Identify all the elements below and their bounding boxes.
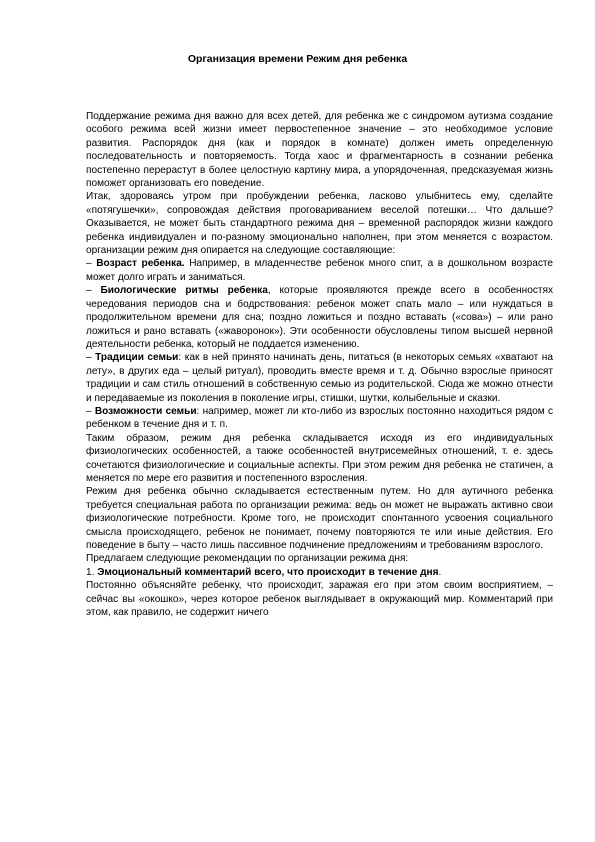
document-body (86, 110, 553, 619)
paragraph-traditions (86, 351, 553, 405)
paragraph-recommendations-intro: Предлагаем следующие рекомендации по организации режима дня: (86, 553, 409, 565)
term-possibilities: Возможности семьи (94, 405, 197, 417)
paragraph-possibilities (86, 405, 553, 432)
paragraph-biorhythms (86, 284, 553, 351)
paragraph-commentary: Постоянно объясняйте ребенку, что происходит, заражая его при этом своим восприятием, – сейчас вы «окошко», через которое ребенок выглядывает в окружающий мир. Комментарий при этом, как правило, не содержит ничего (86, 580, 553, 619)
paragraph-autism-regime: Режим дня ребенка обычно складывается естественным путем. Но для аутичного ребенка требуется специальная работа по организации режима: ведь он может не выражать активно свои физиологические потребности. Кроме того, не происходит спонтанного усвоения социального смысла происходящего, ребенок не понимает, почему повторяются те или иные действия. Его поведение в быту – часто лишь пассивное подчинение предложениям и требованиям взрослого. (86, 486, 553, 551)
list-dash: – (86, 405, 95, 417)
paragraph-possibilities-text: : например, может ли кто-либо из взрослых постоянно находиться рядом с ребенком в течение дня и т. п. (86, 405, 553, 431)
term-traditions: Традиции семьи (95, 352, 179, 364)
paragraph-biorhythms-text: , которые проявляются прежде всего в особенностях чередования периодов сна и бодрствования: ребенок может спать мало – или нуждаться в продолжительном времени для сна; поздно ложиться и поздно вставать («сова») – или рано ложиться и рано вставать («жаворонок»). Эти особенности обусловлены типом высшей нервной деятельности ребенка, который не поддается изменению. (86, 285, 553, 350)
paragraph-age-text: Например, в младенчестве ребенок много спит, а в дошкольном возрасте может долго играть и заниматься. (86, 258, 553, 283)
document-title: Организация времени Режим дня ребенка (187, 53, 408, 65)
recommendation-1-punct: . (438, 566, 442, 578)
term-age: Возраст ребенка. (96, 258, 185, 270)
recommendation-number: 1. (86, 566, 98, 578)
paragraph-morning: Итак, здороваясь утром при пробуждении ребенка, ласково улыбнитесь ему, сделайте «потягушечки», сопровождая действия проговариванием веселой потешки… Что дальше? Оказывается, не может быть стандартного режима дня – временной распорядок жизни каждого ребенка индивидуален и по-разному эмоционально наполнен, при этом меняется с возрастом. организации режим дня опирается на следующие составляющие: (86, 191, 553, 257)
recommendation-1-title: Эмоциональный комментарий всего, что происходит в течение дня (97, 566, 439, 578)
list-dash: – (86, 285, 101, 297)
paragraph-intro: Поддержание режима дня важно для всех детей, для ребенка же с синдромом аутизма создание особого режима всей жизни имеет первостепенное значение – это необходимое условие развития. Распорядок дня (как и порядок в комнате) должен иметь определенную последовательность и повторяемость. Тогда хаос и фрагментарность в сознании ребенка постепенно перерастут в более целостную картину мира, а упорядоченная, предсказуемая жизнь поможет организовать его поведение. (86, 111, 553, 190)
paragraph-summary: Таким образом, режим дня ребенка складывается исходя из его индивидуальных физиологических особенностей, а также особенностей внутрисемейных отношений, т. е. здесь сочетаются физиологические и социальные аспекты. При этом режим дня ребенка не статичен, а меняется по мере его развития и постепенного взросления. (86, 432, 553, 484)
list-dash: – (86, 352, 96, 364)
recommendation-1 (86, 566, 553, 579)
list-dash: – (86, 258, 97, 270)
paragraph-traditions-text: : как в ней принято начинать день, питаться (в некоторых семьях «хватают на лету», в других еда – целый ритуал), проводить вместе время и т. д. Обычно взрослые приносят традиции и сам стиль отношений в собственную семью из родительской. Сюда же можно отнести и передаваемые из поколения в поколение игры, стишки, шутки, колыбельные и сказки. (86, 352, 553, 404)
term-biorhythms: Биологические ритмы ребенка (100, 285, 268, 297)
paragraph-age (86, 257, 553, 284)
